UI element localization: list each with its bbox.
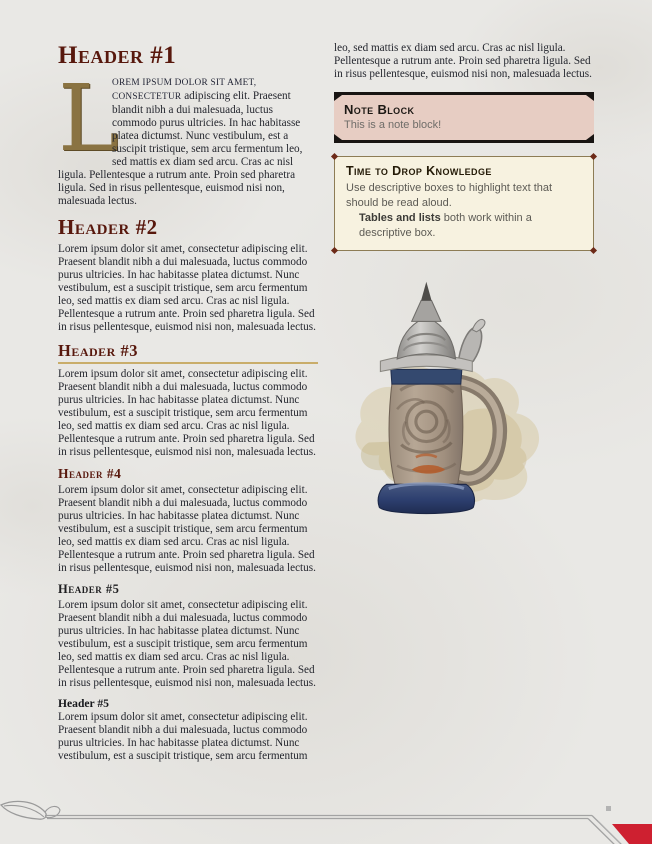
- note-block: [334, 92, 594, 143]
- two-column-layout: [58, 42, 594, 770]
- body-paragraph: [58, 65, 318, 208]
- descriptive-box-text: Use descriptive boxes to highlight text that should be read aloud.: [346, 182, 553, 209]
- note-corner-triangle: [334, 95, 342, 101]
- corner-dot: [331, 153, 338, 160]
- descriptive-box: [334, 156, 594, 251]
- descriptive-box-title: Time to Drop Knowledge: [346, 164, 492, 178]
- body-paragraph: Lorem ipsum dolor sit amet, consectetur adipiscing elit. Praesent blandit nibh a dui malesuada, luctus commodo purus ultricies. In hac habitasse platea dictumst. Nunc vestibulum, est a suscipit tristique, sem arcu fermentum: [58, 711, 308, 762]
- section-heading-6: Header #5: [58, 697, 109, 710]
- descriptive-box-text: both work within a descriptive box.: [359, 212, 532, 239]
- body-text: adipiscing elit. Praesent blandit nibh a dui malesuada, luctus commodo purus ultricies. In hac habitasse platea dictumst. Nunc vestibulum, est a suscipit tristique, sem arcu fermentum leo, sed mattis ex diam sed arcu. Cras ac nisl ligula. Pellentesque a rutrum ante. Proin sed pharetra ligula. Sed in risus pellentesque, euismod nisi non, malesuada lectus.: [58, 90, 303, 207]
- section-1: [58, 42, 318, 208]
- section-heading-5: Header #5: [58, 582, 120, 596]
- left-column: [58, 42, 318, 770]
- corner-dot: [590, 153, 597, 160]
- note-corner-triangle: [334, 134, 342, 140]
- beer-stein-illustration: [342, 265, 594, 552]
- lead-small-caps: OREM IPSUM DOLOR SIT AMET, CONSECTETUR: [112, 78, 257, 102]
- continuation-paragraph: leo, sed mattis ex diam sed arcu. Cras ac nisl ligula. Pellentesque a rutrum ante. Proin sed pharetra ligula. Sed in risus pellentesque, euismod nisi non, malesuada lectus.: [334, 42, 592, 80]
- section-heading-2: Header #2: [58, 215, 158, 239]
- footer-flourish-icon: [0, 798, 652, 844]
- section-heading-3: Header #3: [58, 341, 318, 364]
- note-body: This is a note block!: [344, 119, 442, 131]
- section-2: [58, 215, 318, 334]
- beer-stein-icon: [342, 265, 542, 547]
- body-paragraph: Lorem ipsum dolor sit amet, consectetur adipiscing elit. Praesent blandit nibh a dui malesuada, luctus commodo purus ultricies. In hac habitasse platea dictumst. Nunc vestibulum, est a suscipit tristique, sem arcu fermentum leo, sed mattis ex diam sed arcu. Cras ac nisl ligula. Pellentesque a rutrum ante. Proin sed pharetra ligula. Sed in risus pellentesque, euismod nisi non, malesuada lectus.: [58, 484, 316, 574]
- section-3: [58, 341, 318, 459]
- section-5: [58, 582, 318, 690]
- descriptive-box-bold-text: Tables and lists: [359, 212, 441, 224]
- corner-dot: [590, 247, 597, 254]
- section-heading-1: Header #1: [58, 42, 177, 69]
- drop-cap-letter: L: [58, 65, 120, 172]
- section-heading-4: Header #4: [58, 466, 122, 481]
- body-paragraph: Lorem ipsum dolor sit amet, consectetur adipiscing elit. Praesent blandit nibh a dui malesuada, luctus commodo purus ultricies. In hac habitasse platea dictumst. Nunc vestibulum, est a suscipit tristique, sem arcu fermentum leo, sed mattis ex diam sed arcu. Cras ac nisl ligula. Pellentesque a rutrum ante. Proin sed pharetra ligula. Sed in risus pellentesque, euismod nisi non, malesuada lectus.: [58, 368, 316, 458]
- body-paragraph: Lorem ipsum dolor sit amet, consectetur adipiscing elit. Praesent blandit nibh a dui malesuada, luctus commodo purus ultricies. In hac habitasse platea dictumst. Nunc vestibulum, est a suscipit tristique, sem arcu fermentum leo, sed mattis ex diam sed arcu. Cras ac nisl ligula. Pellentesque a rutrum ante. Proin sed pharetra ligula. Sed in risus pellentesque, euismod nisi non, malesuada lectus.: [58, 599, 316, 689]
- body-paragraph: Lorem ipsum dolor sit amet, consectetur adipiscing elit. Praesent blandit nibh a dui malesuada, luctus commodo purus ultricies. In hac habitasse platea dictumst. Nunc vestibulum, est a suscipit tristique, sem arcu fermentum leo, sed mattis ex diam sed arcu. Cras ac nisl ligula. Pellentesque a rutrum ante. Proin sed pharetra ligula. Sed in risus pellentesque, euismod nisi non, malesuada lectus.: [58, 243, 316, 333]
- note-title: Note Block: [344, 102, 415, 117]
- section-4: [58, 466, 318, 575]
- descriptive-box-indented-line: [346, 211, 582, 241]
- section-6: [58, 697, 318, 763]
- right-column: [334, 42, 594, 770]
- note-corner-triangle: [586, 95, 594, 101]
- corner-dot: [331, 247, 338, 254]
- note-corner-triangle: [586, 134, 594, 140]
